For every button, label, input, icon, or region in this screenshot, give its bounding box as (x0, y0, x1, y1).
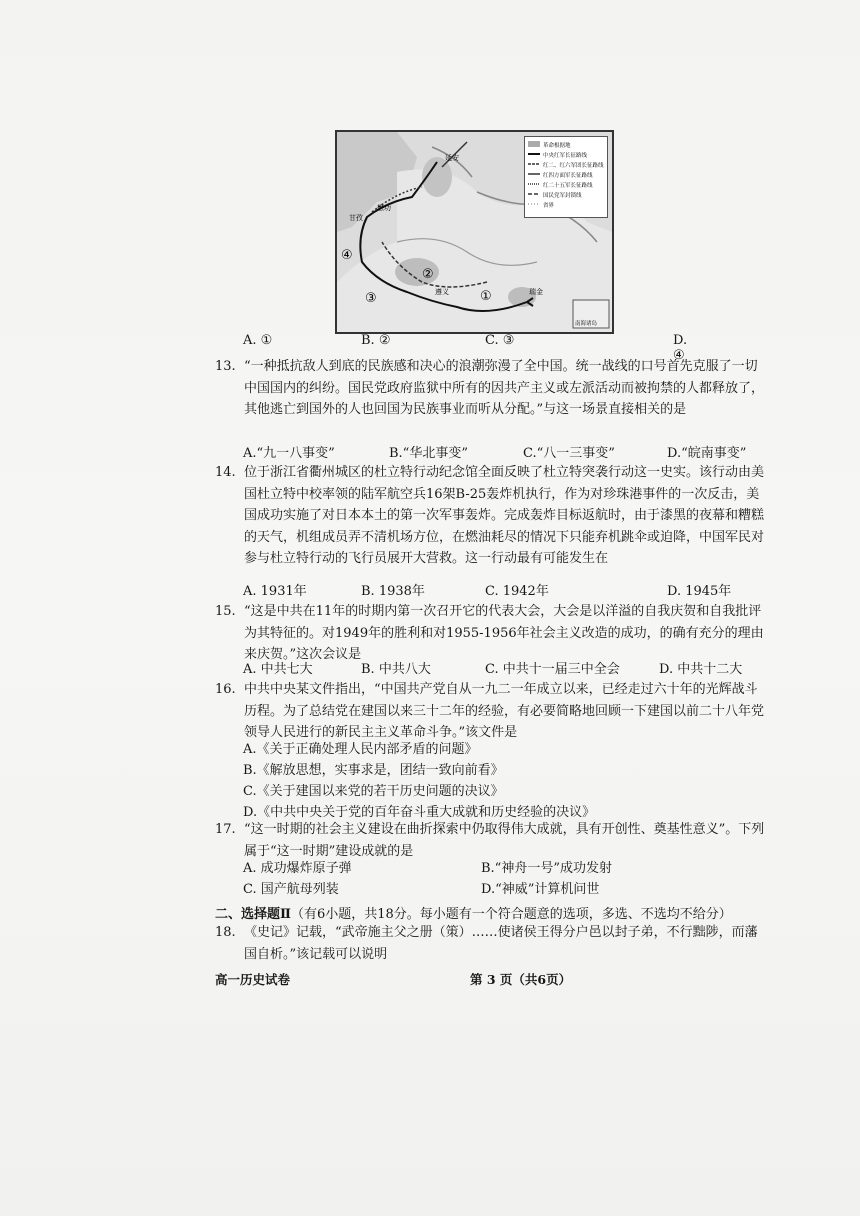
q16-option-b: B.《解放思想，实事求是，团结一致向前看》 (243, 763, 504, 778)
q15-option-a: A. 中共七大 (243, 662, 313, 677)
legend-4th-front: 红四方面军长征路线 (543, 173, 593, 179)
map-marker-3: ③ (365, 291, 377, 306)
map-label-ruijin: 瑞金 (529, 288, 543, 296)
map-label-south-sea: 南海诸岛 (575, 321, 598, 327)
legend-blockade: 国民党军封锁线 (543, 193, 582, 199)
q16-stem: 中共中央某文件指出，“中国共产党自从一九二一年成立以来，已经走过六十年的光辉战斗历程。为了总结党在建国以来三十二年的经验，有必要简略地回顾一下建国以前二十八年党领导人民进行的新民主主义革命斗争。”该文件是 (244, 682, 765, 740)
q12-option-c: C. ③ (485, 333, 515, 348)
question-18 (215, 922, 765, 965)
footer-subject: 高一历史试卷 (215, 972, 291, 987)
map-marker-2: ② (422, 267, 434, 282)
question-14 (215, 462, 765, 570)
question-13 (215, 356, 765, 421)
q15-option-b: B. 中共八大 (361, 662, 431, 677)
q16-number: 16. (215, 682, 236, 697)
q13-option-c: C.“八一三事变” (523, 446, 615, 461)
q17-option-d: D.“神威”计算机问世 (481, 882, 600, 897)
q14-option-d: D. 1945年 (667, 584, 732, 599)
map-label-ganzi: 甘孜 (349, 214, 363, 222)
q17-option-a: A. 成功爆炸原子弹 (243, 861, 352, 876)
map-label-zunyi: 遵义 (435, 288, 449, 296)
q17-options-row1 (243, 857, 763, 877)
legend-2nd-6th-corps: 红二、红六军团长征路线 (543, 163, 604, 169)
legend-province-border: 省界 (543, 203, 555, 209)
question-15 (215, 601, 765, 666)
q13-option-a: A.“九一八事变” (243, 446, 335, 461)
q15-stem: “这是中共在11年的时期内第一次召开它的代表大会，大会是以洋溢的自我庆贺和自我批评为其特征的。对1949年的胜利和对1955-1956年社会主义改造的成功，的确有充分的理由来庆贺。”这次会议是 (244, 604, 764, 662)
q13-number: 13. (215, 359, 236, 374)
q17-options-row2 (243, 878, 763, 898)
q14-option-c: C. 1942年 (485, 584, 549, 599)
q16-option-c: C.《关于建国以来党的若干历史问题的决议》 (243, 784, 504, 799)
question-17 (215, 819, 765, 862)
legend-25th-army: 红二十五军长征路线 (543, 183, 593, 189)
q16-option-d: D.《中共中央关于党的百年奋斗重大成就和历史经验的决议》 (243, 805, 596, 820)
q14-option-a: A. 1931年 (243, 584, 307, 599)
q12-option-b: B. ② (361, 333, 391, 348)
q15-options (243, 658, 763, 678)
q15-number: 15. (215, 604, 236, 619)
q14-stem: 位于浙江省衢州城区的杜立特行动纪念馆全面反映了杜立特突袭行动这一史实。该行动由美国杜立特中校率领的陆军航空兵16架B-25轰炸机执行，作为对珍珠港事件的一次反击，美国成功实施了对日本本土的第一次军事轰炸。完成轰炸目标返航时，由于漆黑的夜幕和糟糕的天气，机组成员弄不清机场方位，在燃油耗尽的情况下只能弃机跳伞或迫降，中国军民对参与杜立特行动的飞行员展开大营救。这一行动最有可能发生在 (244, 465, 765, 566)
map-marker-4: ④ (341, 248, 353, 263)
q16-option-a: A.《关于正确处理人民内部矛盾的问题》 (243, 742, 478, 757)
q13-option-b: B.“华北事变” (389, 446, 468, 461)
map-marker-1: ① (480, 289, 492, 304)
section-2-title: 二、选择题Ⅱ (215, 907, 291, 922)
q12-option-d: D. ④ (673, 333, 688, 363)
q17-number: 17. (215, 822, 236, 837)
section-2-header (215, 903, 732, 922)
q14-option-b: B. 1938年 (361, 584, 425, 599)
map-legend-drawing (525, 137, 607, 217)
q18-stem: 《史记》记载，“武帝施主父之册（策）……使诸侯王得分户邑以封子弟，不行黜陟，而藩国自析。”该记载可以说明 (244, 925, 758, 962)
q17-option-b: B.“神舟一号”成功发射 (481, 861, 612, 876)
q17-option-c: C. 国产航母列装 (243, 882, 339, 897)
footer-page-number: 第 3 页（共6页） (470, 972, 572, 987)
legend-central-army: 中央红军长征路线 (543, 153, 588, 159)
question-16 (215, 679, 765, 744)
map-label-maogong: 懋功 (377, 204, 391, 212)
q14-options (243, 580, 763, 600)
q15-option-c: C. 中共十一届三中全会 (485, 662, 620, 677)
q13-option-d: D.“皖南事变” (667, 446, 747, 461)
q13-options (243, 442, 763, 462)
q15-option-d: D. 中共十二大 (659, 662, 743, 677)
q13-stem: “一种抵抗敌人到底的民族感和决心的浪潮弥漫了全中国。统一战线的口号首先克服了一切中国国内的纠纷。国民党政府监狱中所有的因共产主义或左派活动而被拘禁的人都释放了，其他逃亡到国外的人也回国为民族事业而听从分配。”与这一场景直接相关的是 (244, 359, 765, 417)
q18-number: 18. (215, 925, 236, 940)
map-label-yanan: 延安 (445, 154, 459, 162)
q12-option-a: A. ① (243, 333, 273, 348)
long-march-map (335, 130, 614, 334)
map-legend (524, 136, 608, 218)
legend-base-area: 革命根据地 (543, 143, 571, 149)
q12-options (243, 333, 693, 363)
section-2-desc: （有6小题，共18分。每小题有一个符合题意的选项，多选、不选均不给分） (290, 907, 732, 922)
q17-stem: “这一时期的社会主义建设在曲折探索中仍取得伟大成就，具有开创性、奠基性意义”。下列属于“这一时期”建设成就的是 (244, 822, 765, 859)
q14-number: 14. (215, 465, 236, 480)
